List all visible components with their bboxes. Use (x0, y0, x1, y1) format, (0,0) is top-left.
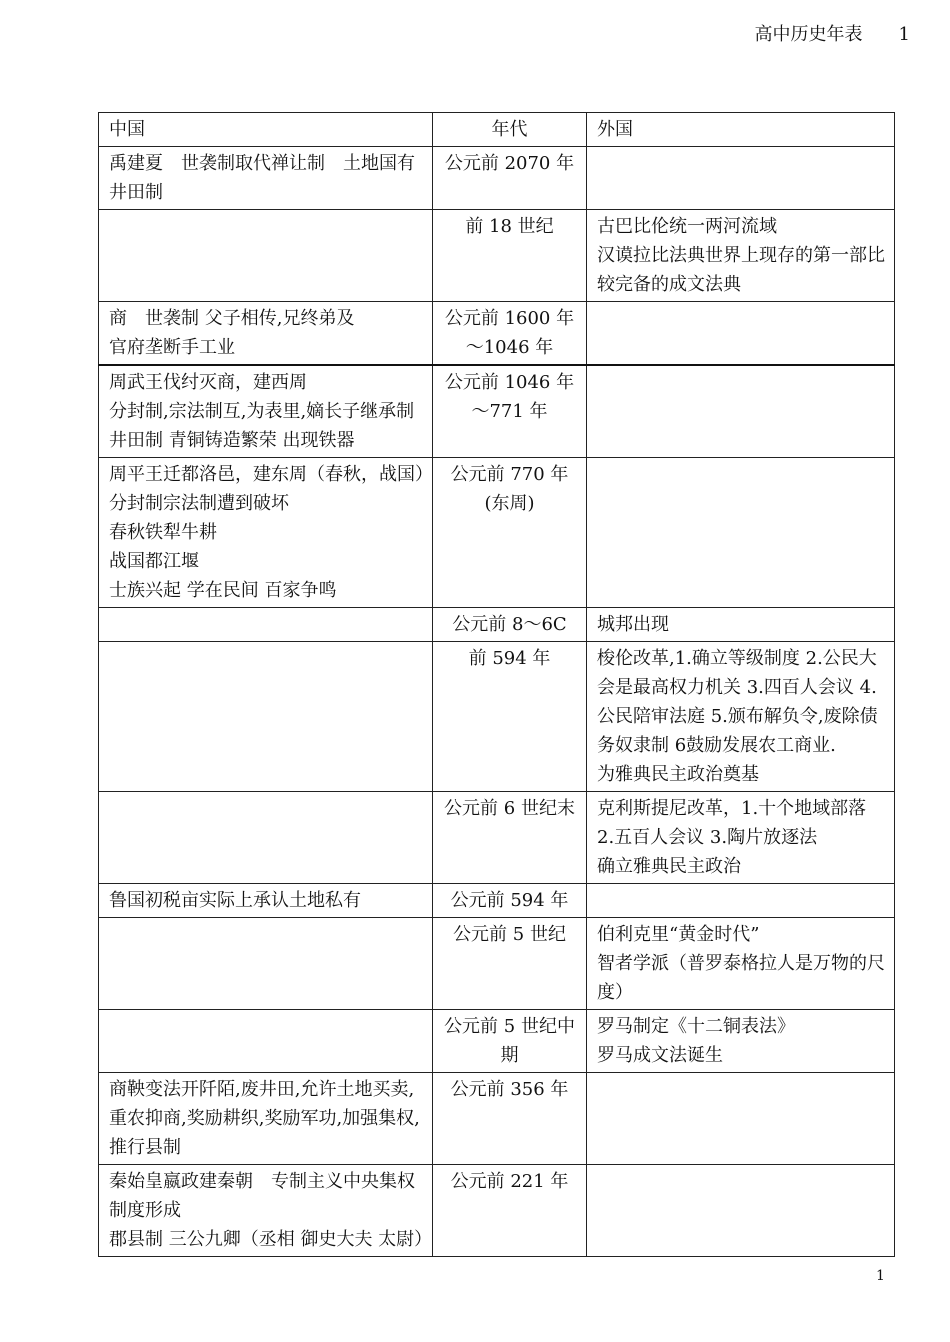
cell-china-line: 郡县制 三公九卿（丞相 御史大夫 太尉） (109, 1229, 433, 1250)
table-row (99, 365, 895, 458)
table-row (99, 1010, 895, 1073)
cell-china-line: 周平王迁都洛邑，建东周（春秋，战国） (109, 464, 433, 485)
cell-year: 公元前 770 年 (东周) (433, 458, 587, 608)
cell-foreign (587, 918, 895, 1010)
cell-foreign-line: 梭伦改革,1.确立等级制度 2.公民大会是最高权力机关 3.四百人会议 4.公民陪审法庭 5.颁布解负令,废除债务奴隶制 6鼓励发展农工商业. (597, 648, 878, 756)
cell-china-line: 士族兴起 学在民间 百家争鸣 (109, 580, 337, 601)
cell-china (99, 147, 433, 210)
cell-china-line: 分封制,宗法制互,为表里,嫡长子继承制 (109, 401, 415, 422)
cell-year: 公元前 2070 年 (433, 147, 587, 210)
cell-foreign-line: 克利斯提尼改革，1.十个地域部落 2.五百人会议 3.陶片放逐法 (597, 798, 867, 848)
cell-foreign (587, 1165, 895, 1257)
cell-china-line: 秦始皇嬴政建秦朝 专制主义中央集权制度形成 (109, 1171, 415, 1221)
cell-china-line: 井田制 青铜铸造繁荣 出现铁器 (109, 430, 355, 451)
cell-china (99, 642, 433, 792)
cell-foreign-line: 罗马制定《十二铜表法》 (597, 1016, 795, 1037)
cell-china-line: 官府垄断手工业 (109, 337, 235, 358)
cell-foreign (587, 884, 895, 918)
cell-year: 公元前 356 年 (433, 1073, 587, 1165)
cell-china-line: 战国都江堰 (109, 551, 199, 572)
table-row (99, 210, 895, 302)
table-row (99, 884, 895, 918)
table-row (99, 642, 895, 792)
cell-china-line: 周武王伐纣灭商，建西周 (109, 372, 307, 393)
cell-year: 公元前 5 世纪 (433, 918, 587, 1010)
cell-foreign-line: 伯利克里“黄金时代” (597, 924, 760, 945)
cell-foreign (587, 608, 895, 642)
cell-china (99, 608, 433, 642)
cell-foreign-line: 城邦出现 (597, 614, 669, 635)
cell-china (99, 302, 433, 366)
cell-china (99, 210, 433, 302)
cell-china (99, 458, 433, 608)
cell-foreign (587, 458, 895, 608)
cell-china (99, 792, 433, 884)
table-row (99, 918, 895, 1010)
cell-foreign-line: 为雅典民主政治奠基 (597, 764, 759, 785)
history-timeline-table (98, 112, 895, 1257)
cell-china (99, 365, 433, 458)
cell-foreign (587, 302, 895, 366)
cell-china (99, 884, 433, 918)
column-header-china: 中国 (99, 113, 433, 147)
cell-china-line: 春秋铁犁牛耕 (109, 522, 217, 543)
cell-year: 前 18 世纪 (433, 210, 587, 302)
cell-foreign (587, 792, 895, 884)
table-row (99, 608, 895, 642)
cell-foreign (587, 1073, 895, 1165)
page-header (755, 20, 910, 46)
document-title: 高中历史年表 (754, 24, 863, 45)
table-row (99, 302, 895, 366)
cell-foreign-line: 智者学派（普罗泰格拉人是万物的尺度） (597, 953, 885, 1003)
cell-foreign (587, 642, 895, 792)
cell-china (99, 1010, 433, 1073)
cell-foreign (587, 210, 895, 302)
column-header-foreign: 外国 (587, 113, 895, 147)
cell-china-line: 鲁国初税亩实际上承认土地私有 (109, 890, 361, 911)
cell-year: 公元前 1046 年～771 年 (433, 365, 587, 458)
cell-foreign (587, 365, 895, 458)
cell-year: 公元前 221 年 (433, 1165, 587, 1257)
cell-foreign-line: 汉谟拉比法典世界上现存的第一部比较完备的成文法典 (597, 245, 885, 295)
cell-year: 公元前 594 年 (433, 884, 587, 918)
table-row (99, 458, 895, 608)
table-row (99, 792, 895, 884)
cell-china (99, 1165, 433, 1257)
cell-foreign-line: 古巴比伦统一两河流域 (597, 216, 777, 237)
cell-foreign (587, 1010, 895, 1073)
table-row (99, 147, 895, 210)
cell-year: 公元前 1600 年～1046 年 (433, 302, 587, 366)
cell-china (99, 918, 433, 1010)
cell-foreign (587, 147, 895, 210)
cell-china (99, 1073, 433, 1165)
cell-foreign-line: 确立雅典民主政治 (597, 856, 741, 877)
table-row (99, 1073, 895, 1165)
table-header-row (99, 113, 895, 147)
column-header-year: 年代 (433, 113, 587, 147)
cell-year: 公元前 5 世纪中期 (433, 1010, 587, 1073)
cell-china-line: 分封制宗法制遭到破坏 (109, 493, 289, 514)
footer-page-number: 1 (876, 1268, 885, 1284)
cell-china-line: 商鞅变法开阡陌,废井田,允许土地买卖,重农抑商,奖励耕织,奖励军功,加强集权,推行县制 (109, 1079, 420, 1158)
header-page-number: 1 (898, 24, 910, 45)
cell-year: 公元前 8～6C (433, 608, 587, 642)
table-row (99, 1165, 895, 1257)
cell-china-line: 商 世袭制 父子相传,兄终弟及 (109, 308, 355, 329)
table-rows (99, 147, 895, 1257)
cell-foreign-line: 罗马成文法诞生 (597, 1045, 723, 1066)
cell-china-line: 禹建夏 世袭制取代禅让制 土地国有井田制 (109, 153, 415, 203)
cell-year: 公元前 6 世纪末 (433, 792, 587, 884)
cell-year: 前 594 年 (433, 642, 587, 792)
